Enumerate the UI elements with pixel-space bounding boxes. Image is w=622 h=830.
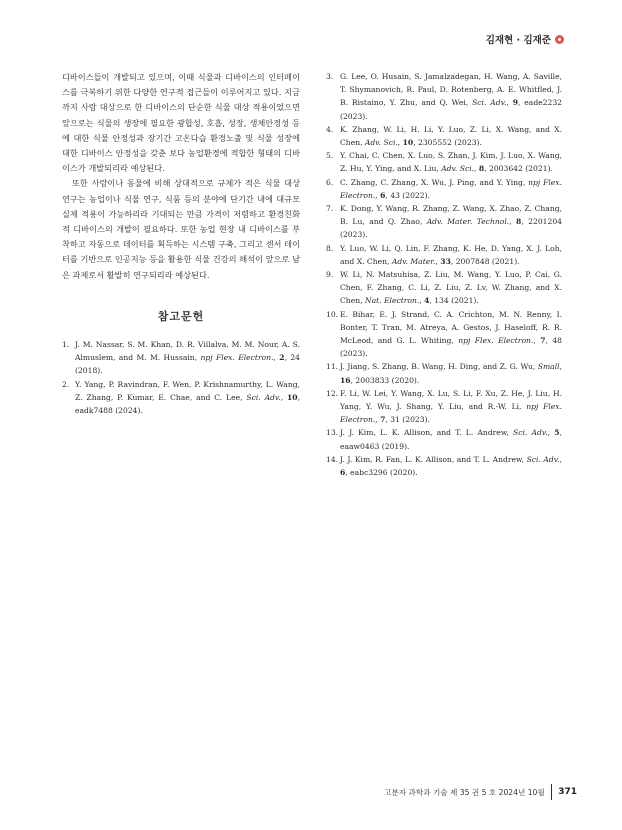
- reference-details: , 2305552 (2023).: [413, 138, 482, 148]
- reference-separator: ,: [375, 190, 381, 200]
- reference-list-left: [62, 338, 300, 417]
- body-paragraph-1: 디바이스들이 개발되고 있으며, 이때 식물과 디바이스의 인터페이스를 극복하기 위한 다양한 연구적 접근들이 이루어지고 있다. 지금까지 사람 대상으로 한 디바이스의 단순한 식물 대상 적용이었으면 앞으로는 식물의 생장에 필요한 광합성, 호흡, 성장, 생체안정성 등에 대한 식물 안정성과 장기간 고온다습 환경노출 및 식물 성장에 대한 디바이스 안정성을 갖춘 보다 농업환경에 적합한 형태의 디바이스가 개발되리라 예상된다.: [62, 72, 300, 174]
- reference-separator: ,: [397, 138, 403, 148]
- reference-volume: 33: [440, 256, 451, 266]
- reference-item: [326, 387, 562, 427]
- reference-journal: Adv. Sci.: [364, 138, 398, 148]
- reference-journal: Adv. Sci.: [441, 164, 475, 174]
- reference-details: , 2003833 (2020).: [350, 375, 420, 385]
- page-footer: [384, 784, 577, 800]
- reference-number: 6.: [326, 177, 334, 187]
- reference-authors: F. Li, W. Lei, Y. Wang, X. Lu, S. Li, F. Xu, Z. He, J. Liu, H. Yang, Y. Wu, J. Shang, Y. Liu, and R.-W. Li,: [340, 388, 562, 412]
- reference-authors: K. Zhang, W. Li, H. Li, Y. Luo, Z. Li, X. Wang, and X. Chen,: [340, 124, 562, 148]
- reference-authors: K. Dong, Y. Wang, R. Zhang, Z. Wang, X. Zhao, Z. Chang, B. Lu, and Q. Zhao,: [340, 204, 562, 227]
- reference-item: [326, 426, 562, 452]
- reference-number: 10.: [326, 309, 339, 319]
- reference-item: [326, 268, 562, 308]
- reference-item: [326, 70, 562, 123]
- reference-volume: 8: [516, 217, 522, 227]
- reference-volume: 5: [554, 428, 560, 438]
- reference-item: [326, 123, 562, 149]
- reference-authors: Y. Yang, P. Ravindran, F. Wen, P. Krishnamurthy, L. Wang, Z. Zhang, P. Kumar, E. Chae, and C. Lee,: [75, 379, 300, 402]
- reference-separator: ,: [559, 362, 562, 372]
- reference-volume: 7: [380, 415, 386, 425]
- reference-separator: ,: [474, 164, 479, 174]
- reference-item: [326, 453, 562, 479]
- reference-number: 2.: [62, 379, 70, 389]
- reference-number: 12.: [326, 388, 339, 398]
- reference-volume: 16: [340, 375, 351, 385]
- reference-authors: J. M. Nassar, S. M. Khan, D. R. Villalva, M. M. Nour, A. S. Almuslem, and M. M. Hussain,: [75, 340, 300, 363]
- reference-details: , eade2232 (2023).: [340, 98, 562, 121]
- reference-authors: J. J. Kim, L. K. Allison, and T. L. Andrew,: [340, 428, 514, 438]
- right-column: [326, 70, 562, 479]
- reference-number: 8.: [326, 243, 334, 253]
- reference-separator: ,: [559, 454, 562, 464]
- reference-item: [326, 202, 562, 242]
- reference-authors: E. Bihar, E. J. Strand, C. A. Crichton, M. N. Renny, I. Bonter, T. Tran, M. Atreya, A. Gestos, J. Haseloff, R. R. McLeod, and G. L. Whiting,: [340, 309, 562, 346]
- running-header: [486, 32, 564, 46]
- reference-number: 3.: [326, 72, 334, 81]
- reference-number: 5.: [326, 151, 334, 161]
- reference-details: , 2003642 (2021).: [484, 164, 553, 174]
- reference-item: [326, 360, 562, 386]
- reference-number: 1.: [62, 340, 70, 350]
- page-number: 371: [558, 787, 577, 797]
- reference-separator: ,: [280, 392, 288, 402]
- reference-details: , 31 (2023).: [385, 415, 430, 425]
- reference-details: , 43 (2022).: [385, 190, 430, 200]
- left-column: [62, 70, 300, 417]
- reference-list-right: [326, 70, 562, 479]
- reference-number: 13.: [326, 428, 339, 438]
- reference-number: 7.: [326, 204, 334, 214]
- footer-divider: [551, 784, 553, 800]
- reference-separator: ,: [547, 428, 555, 438]
- reference-volume: 8: [478, 164, 485, 174]
- reference-volume: 4: [424, 296, 430, 306]
- body-paragraph-2: 또한 사람이나 동물에 비해 상대적으로 규제가 적은 식물 대상 연구는 농업이나 식물 연구, 식품 등의 분야에 단기간 내에 대규모 실제 적용이 가능하리라 기대되는 만큼 가격이 저렴하고 환경친화적 디바이스의 개발이 필요하다. 또한 농업 현장 내 디바이스를 부착하고 자동으로 데이터를 획득하는 시스템 구축, 그리고 센서 데이터를 기반으로 인공지능 등을 활용한 식물 건강의 해석이 앞으로 남은 과제로서 활발히 연구되리라 예상된다.: [62, 178, 300, 280]
- reference-item: [62, 378, 300, 418]
- reference-details: , eadk7488 (2024).: [75, 392, 301, 416]
- reference-authors: W. Li, N. Matsuhisa, Z. Liu, M. Wang, Y. Luo, P. Cai, G. Chen, F. Zhang, C. Li, Z. Liu, Z. Lv, W. Zhang, and X. Chen,: [340, 270, 562, 306]
- reference-volume: 2: [279, 353, 285, 363]
- reference-number: 11.: [326, 362, 339, 372]
- reference-separator: ,: [375, 415, 381, 425]
- reference-separator: ,: [506, 98, 513, 108]
- reference-separator: ,: [509, 217, 517, 227]
- reference-number: 9.: [326, 270, 334, 280]
- reference-separator: ,: [273, 353, 280, 363]
- reference-item: [62, 338, 300, 378]
- reference-details: , eabc3296 (2020).: [345, 468, 418, 478]
- reference-journal: Sci. Adv.: [513, 428, 548, 438]
- reference-journal: Sci. Adv.: [526, 454, 560, 464]
- header-authors: 김재현 · 김재준: [485, 35, 551, 46]
- reference-journal: Adv. Mater.: [391, 256, 436, 266]
- reference-number: 4.: [326, 124, 334, 134]
- reference-details: , 2201204 (2023).: [340, 217, 562, 240]
- reference-item: [326, 176, 562, 202]
- reference-details: , eaaw0463 (2019).: [340, 428, 563, 451]
- reference-separator: ,: [435, 256, 441, 266]
- reference-journal: Adv. Mater. Technol.: [426, 217, 510, 227]
- footer-journal-info: 고분자 과학과 기술 제 35 권 5 호 2024년 10월: [384, 787, 545, 797]
- reference-journal: Sci. Adv.: [246, 392, 281, 402]
- reference-journal: Nat. Electron.: [364, 296, 420, 306]
- reference-volume: 10: [287, 392, 298, 402]
- reference-details: , 134 (2021).: [429, 296, 479, 306]
- reference-volume: 6: [380, 190, 386, 200]
- reference-item: [326, 308, 562, 361]
- reference-authors: Y. Chai, C. Chen, X. Luo, S. Zhan, J. Kim, J. Luo, X. Wang, Z. Hu, Y. Ying, and X. Liu,: [340, 151, 562, 174]
- reference-authors: J. J. Kim, R. Fan, L. K. Allison, and T. L. Andrew,: [340, 454, 527, 464]
- references-title: 참고문헌: [157, 309, 205, 323]
- reference-volume: 6: [340, 468, 346, 478]
- reference-item: [326, 242, 562, 268]
- reference-journal: npj Flex. Electron.: [340, 177, 562, 200]
- reference-separator: ,: [533, 336, 541, 346]
- reference-authors: Y. Luo, W. Li, Q. Lin, F. Zhang, K. He, D. Yang, X. J. Loh, and X. Chen,: [340, 243, 562, 266]
- reference-volume: 10: [402, 138, 414, 148]
- reference-item: [326, 149, 562, 175]
- reference-authors: J. Jiang, S. Zhang, B. Wang, H. Ding, and Z. G. Wu,: [340, 362, 538, 372]
- reference-authors: C. Zhang, C. Zhang, X. Wu, J. Ping, and Y. Ying,: [340, 177, 529, 187]
- reference-journal: Small: [537, 362, 560, 372]
- reference-journal: Sci. Adv.: [472, 98, 507, 108]
- reference-journal: npj Flex. Electron.: [200, 353, 274, 363]
- reference-separator: ,: [419, 296, 425, 306]
- reference-details: , 2007848 (2021).: [450, 256, 520, 266]
- reference-authors: G. Lee, O. Husain, S. Jamalzadegan, H. Wang, A. Saville, T. Shymanovich, R. Paul, D. Rotenberg, A. E. Whitfled, J. B. Ristaino, Y. Zhu, and Q. Wei,: [340, 72, 562, 108]
- reference-details: , 48 (2023).: [340, 336, 562, 359]
- reference-details: , 24 (2018).: [75, 353, 301, 376]
- reference-volume: 9: [512, 98, 518, 108]
- reference-volume: 7: [540, 336, 546, 346]
- reference-number: 14.: [326, 454, 339, 464]
- circle-bullet-icon: [555, 35, 564, 44]
- reference-journal: npj Flex. Electron.: [458, 336, 534, 346]
- reference-journal: npj Flex. Electron.: [340, 402, 562, 425]
